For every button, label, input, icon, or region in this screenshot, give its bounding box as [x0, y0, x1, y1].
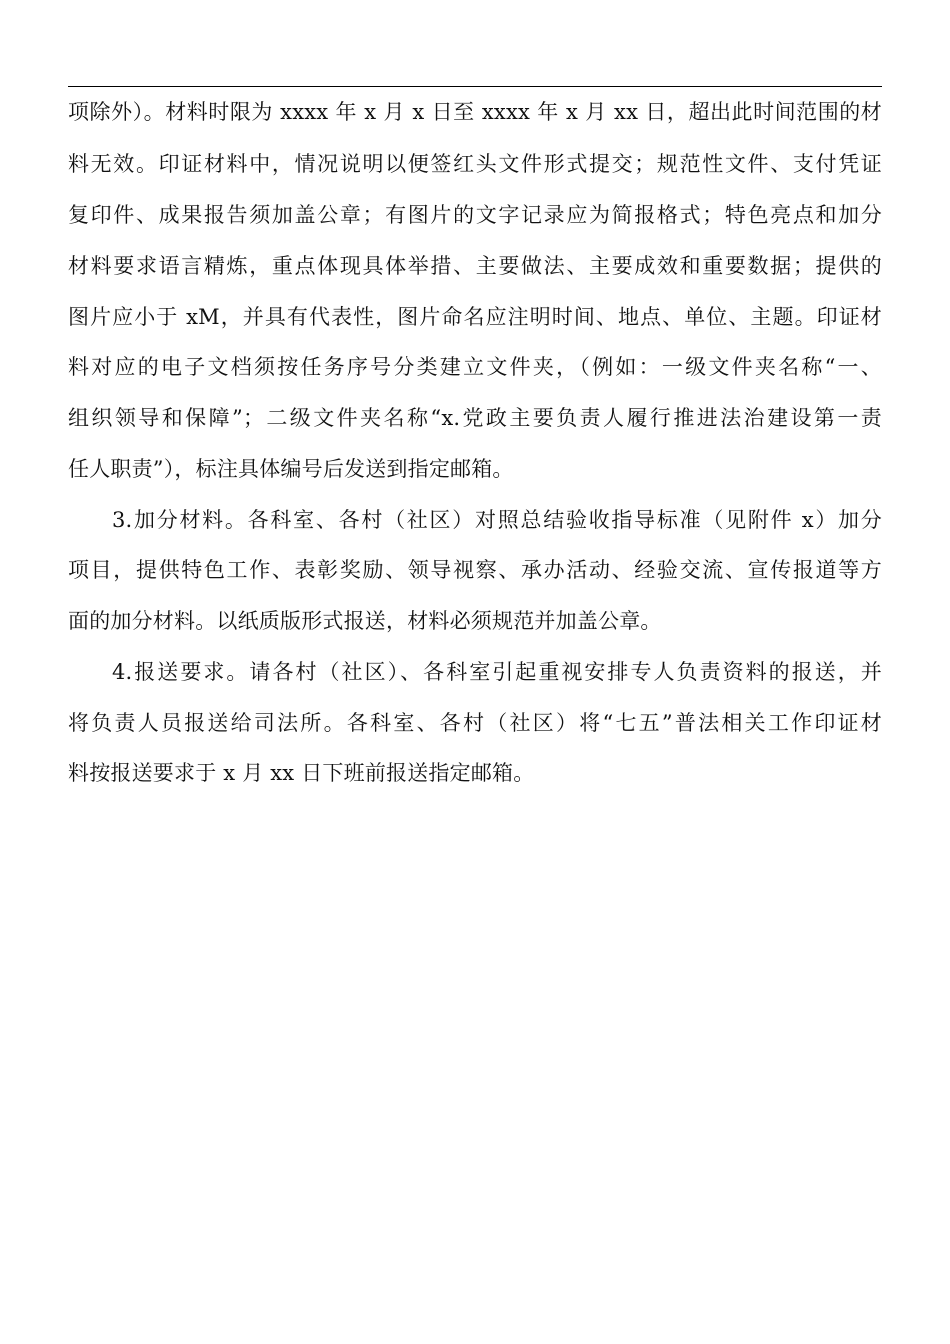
- text-line: 面的加分材料。以纸质版形式报送，材料必须规范并加盖公章。: [68, 609, 662, 633]
- text-line: 任人职责”），标注具体编号后发送到指定邮箱。: [68, 457, 514, 481]
- text-line: 图片应小于 xM，并具有代表性，图片命名应注明时间、地点、单位、主题。印证材: [68, 305, 882, 329]
- text-line: 料按报送要求于 x 月 xx 日下班前报送指定邮箱。: [68, 761, 535, 785]
- text-line: 将负责人员报送给司法所。各科室、各村（社区）将“七五”普法相关工作印证材: [68, 711, 882, 735]
- text-line: 组织领导和保障”；二级文件夹名称“x.党政主要负责人履行推进法治建设第一责: [68, 406, 882, 430]
- text-line: 料对应的电子文档须按任务序号分类建立文件夹，（例如：一级文件夹名称“一、: [68, 355, 882, 379]
- text-line: 项除外）。材料时限为 xxxx 年 x 月 x 日至 xxxx 年 x 月 xx 日，超出此时间范围的材: [68, 100, 882, 124]
- text-line: 材料要求语言精炼，重点体现具体举措、主要做法、主要成效和重要数据；提供的: [68, 254, 882, 278]
- text-line: 项目，提供特色工作、表彰奖励、领导视察、承办活动、经验交流、宣传报道等方: [68, 558, 882, 582]
- header-rule: [68, 86, 882, 87]
- text-line: 复印件、成果报告须加盖公章；有图片的文字记录应为简报格式；特色亮点和加分: [68, 203, 882, 227]
- text-line: 料无效。印证材料中，情况说明以便签红头文件形式提交；规范性文件、支付凭证: [68, 152, 882, 176]
- paragraph-3-first-line: 3.加分材料。各科室、各村（社区）对照总结验收指导标准（见附件 x）加分: [112, 508, 882, 532]
- paragraph-4-first-line: 4.报送要求。请各村（社区）、各科室引起重视安排专人负责资料的报送，并: [112, 660, 882, 684]
